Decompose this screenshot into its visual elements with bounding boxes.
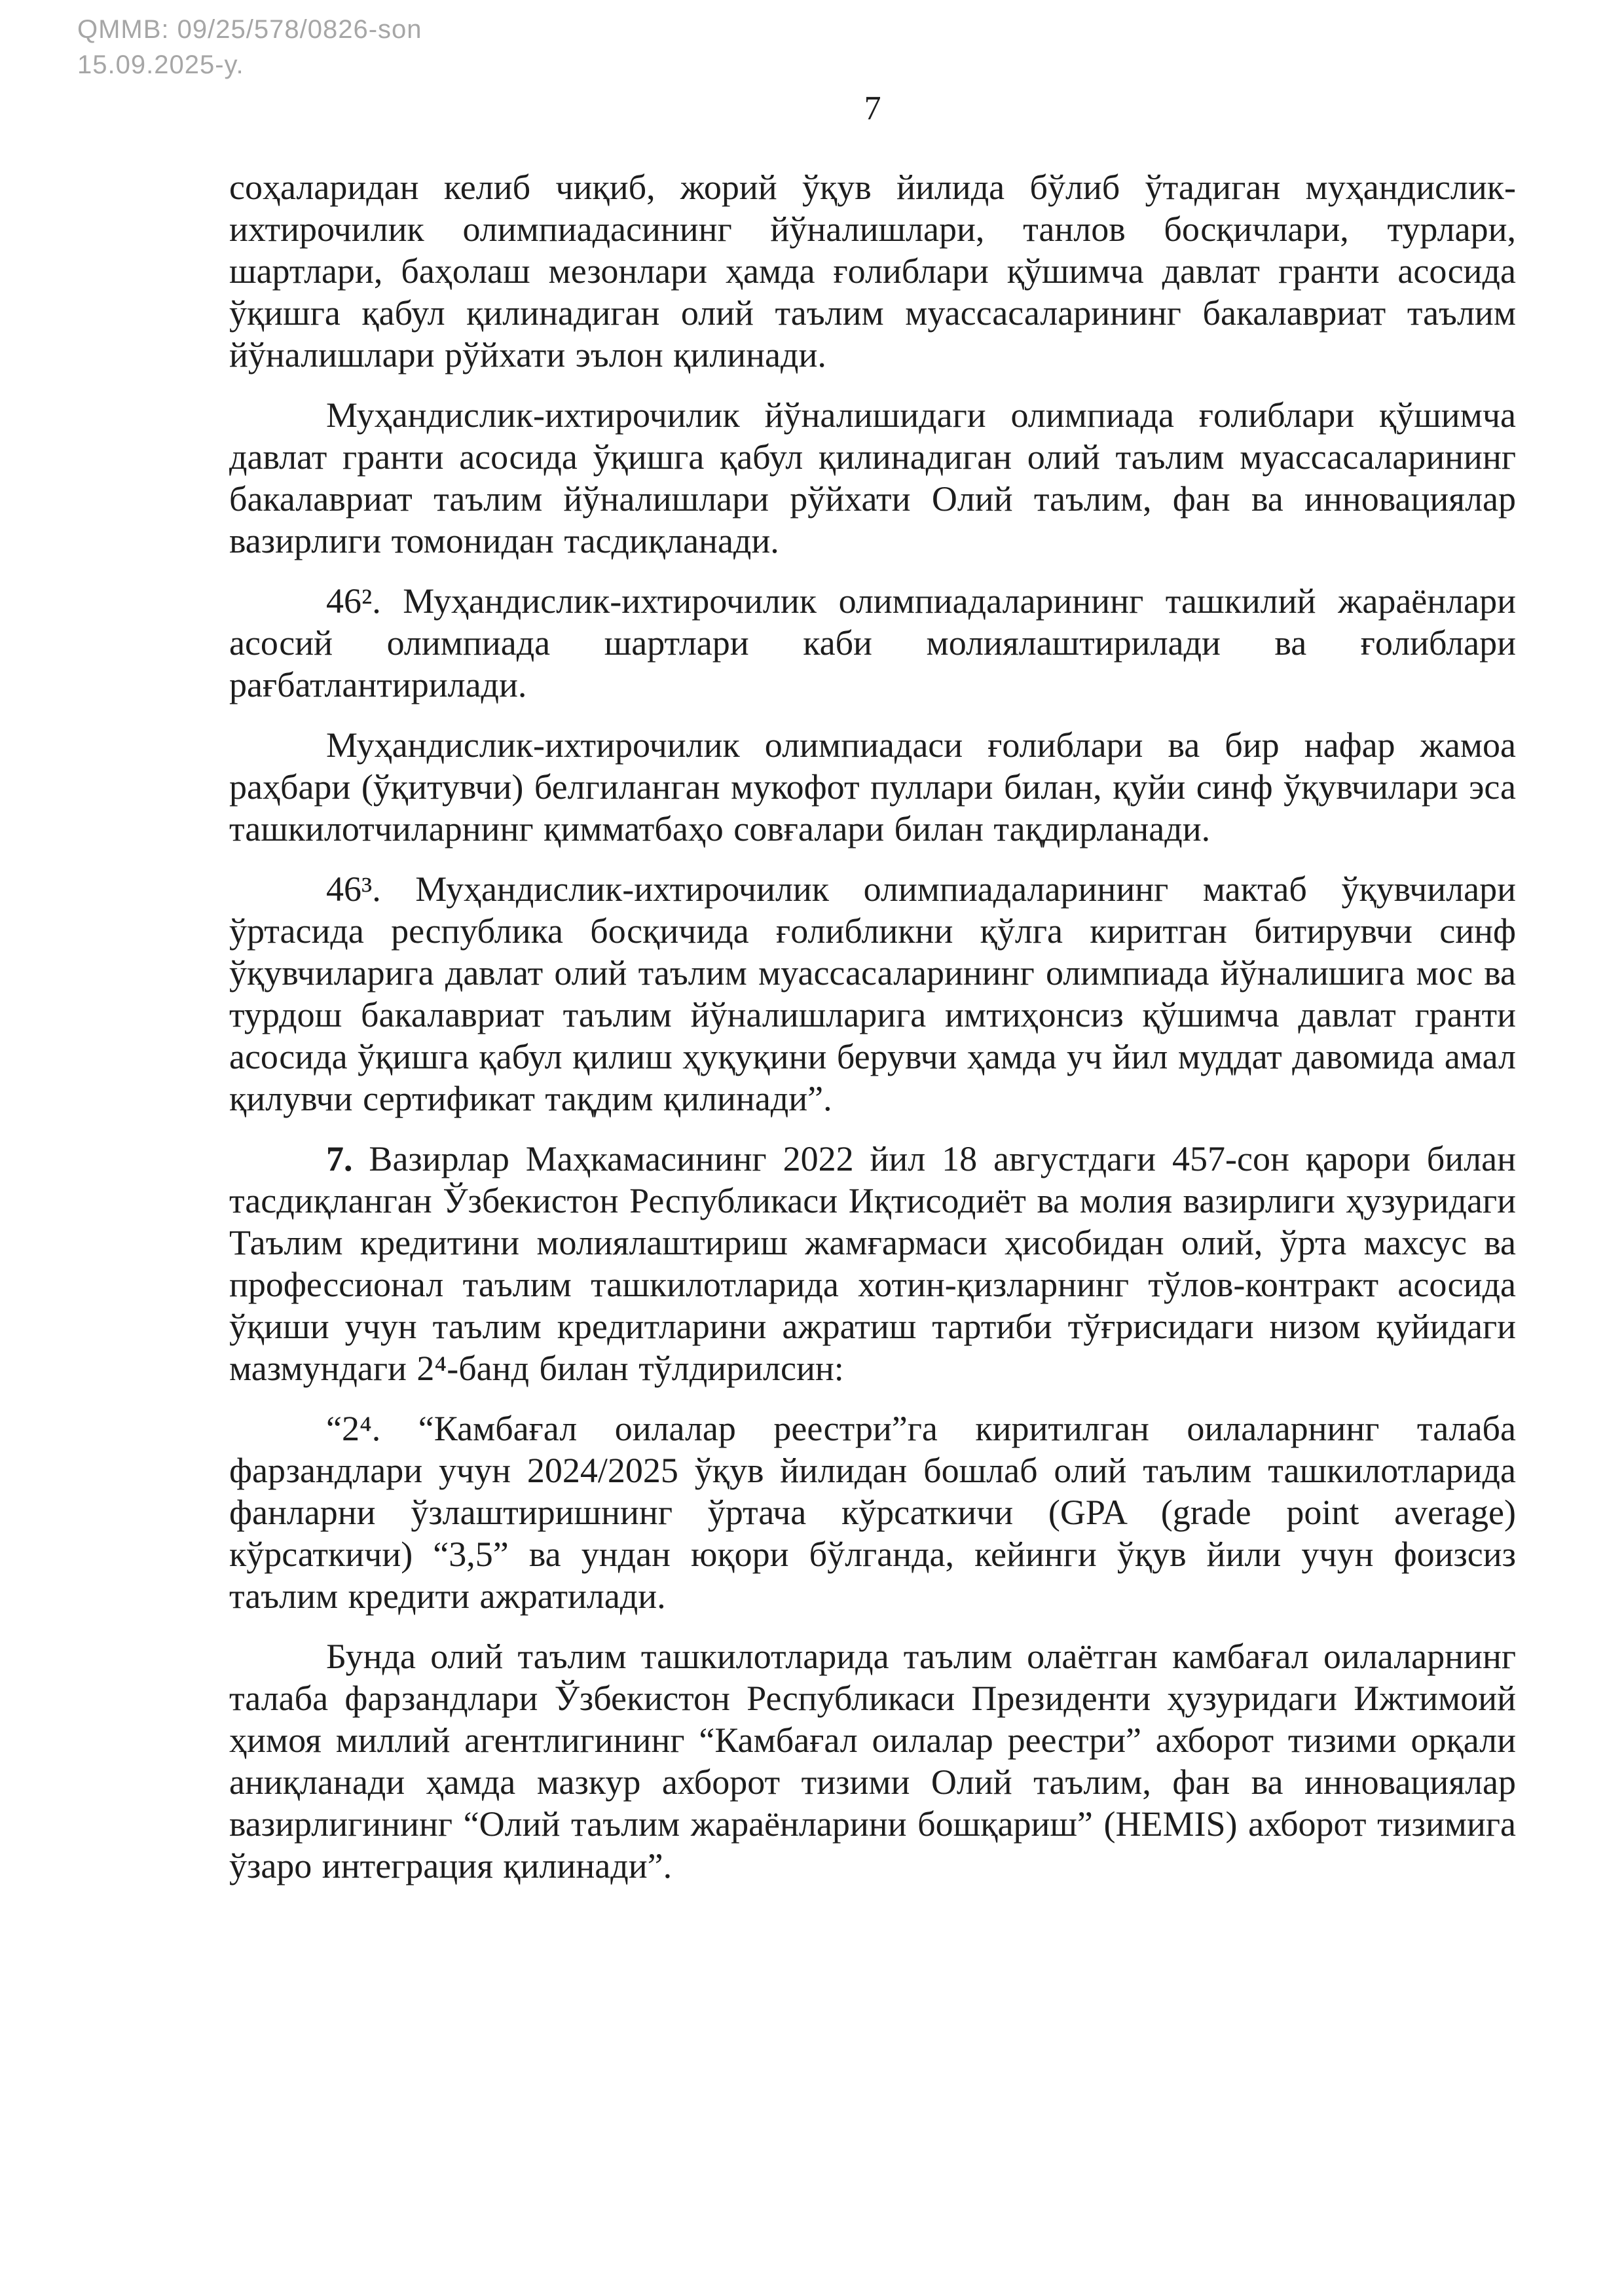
paragraph: Муҳандислик-ихтирочилик йўналишидаги олимпиада ғолиблари қўшимча давлат гранти асосида ўқишга қабул қилинадиган олий таълим муассасаларининг бакалавриат таълим йўналишлари рўйхати Олий таълим, фан ва инновациялар вазирлиги томонидан тасдиқланади. bbox=[229, 395, 1516, 560]
header-date: 15.09.2025-y. bbox=[77, 50, 244, 79]
paragraph: “2⁴. “Камбағал оилалар реестри”га киритилган оилаларнинг талаба фарзандлари учун 2024/2025 ўқув йилидан бошлаб олий таълим ташкилотларида фанларни ўзлаштиришнинг ўртача кўрсаткичи (GPA (grade point average) кўрсаткичи) “3,5” ва ундан юқори бўлганда, кейинги ўқув йили учун фоизсиз таълим кредити ажратилади. bbox=[229, 1409, 1516, 1616]
paragraph: 46². Муҳандислик-ихтирочилик олимпиадаларининг ташкилий жараёнлари асосий олимпиада шартлари каби молиялаштирилади ва ғолиблари рағбатлантирилади. bbox=[229, 581, 1516, 704]
paragraph-number: 7. bbox=[326, 1139, 353, 1178]
paragraph: соҳаларидан келиб чиқиб, жорий ўқув йилида бўлиб ўтадиган муҳандислик-ихтирочилик олимпиадасининг йўналишлари, танлов босқичлари, турлари, шартлари, баҳолаш мезонлари ҳамда ғолиблари қўшимча давлат гранти асосида ўқишга қабул қилинадиган олий таълим муассасаларининг бакалавриат таълим йўналишлари рўйхати эълон қилинади. bbox=[229, 168, 1516, 374]
document-body bbox=[229, 166, 1516, 1905]
paragraph: 7. Вазирлар Маҳкамасининг 2022 йил 18 августдаги 457-сон қарори билан тасдиқланган Ўзбекистон Республикаси Иқтисодиёт ва молия вазирлиги ҳузуридаги Таълим кредитини молиялаштириш жамғармаси ҳисобидан олий, ўрта махсус ва профессионал таълим ташкилотларида хотин-қизларнинг тўлов-контракт асосида ўқиши учун таълим кредитларини ажратиш тартиби тўғрисидаги низом қуйидаги мазмундаги 2⁴-банд билан тўлдирилсин: bbox=[229, 1139, 1516, 1388]
paragraph: 46³. Муҳандислик-ихтирочилик олимпиадаларининг мактаб ўқувчилари ўртасида республика босқичида ғолибликни қўлга киритган битирувчи синф ўқувчиларига давлат олий таълим муассасаларининг олимпиада йўналишига мос ва турдош бакалавриат таълим йўналишларига имтиҳонсиз қўшимча давлат гранти асосида ўқишга қабул қилиш ҳуқуқини берувчи ҳамда уч йил муддат давомида амал қилувчи сертификат тақдим қилинади”. bbox=[229, 869, 1516, 1118]
page-number: 7 bbox=[864, 90, 881, 127]
document-header bbox=[77, 12, 422, 82]
paragraph: Муҳандислик-ихтирочилик олимпиадаси ғолиблари ва бир нафар жамоа раҳбари (ўқитувчи) белгиланган мукофот пуллари билан, қуйи синф ўқувчилари эса ташкилотчиларнинг қимматбаҳо совғалари билан тақдирланади. bbox=[229, 725, 1516, 848]
header-reference-number: QMMB: 09/25/578/0826-son bbox=[77, 15, 422, 44]
paragraph: Бунда олий таълим ташкилотларида таълим олаётган камбағал оилаларнинг талаба фарзандлари Ўзбекистон Республикаси Президенти ҳузуридаги Ижтимоий ҳимоя миллий агентлигининг “Камбағал оилалар реестри” ахборот тизими орқали аниқланади ҳамда мазкур ахборот тизими Олий таълим, фан ва инновациялар вазирлигининг “Олий таълим жараёнларини бошқариш” (HEMIS) ахборот тизимига ўзаро интеграция қилинади”. bbox=[229, 1637, 1516, 1886]
